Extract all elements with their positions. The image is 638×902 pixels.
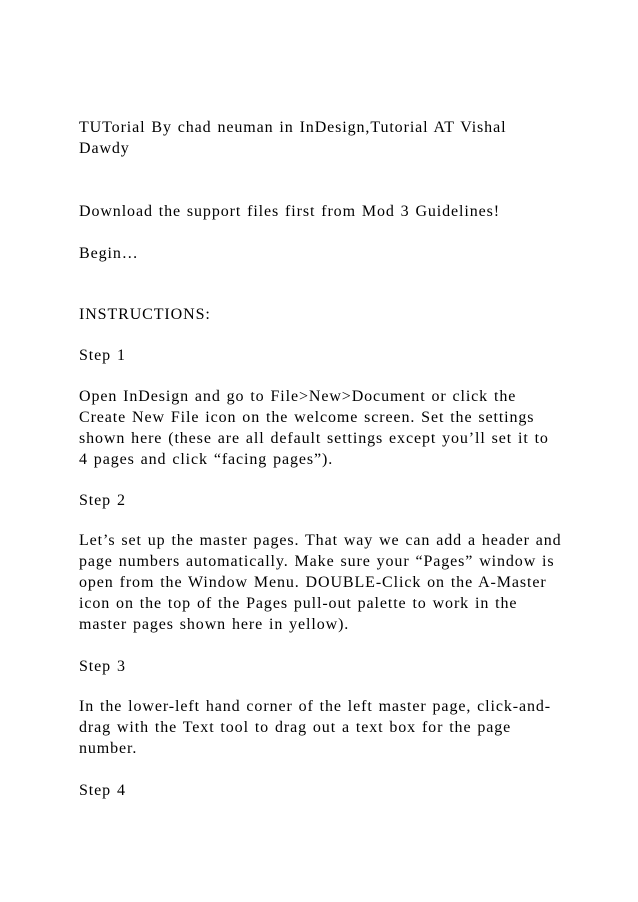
step-2-body: Let’s set up the master pages. That way we can add a header and page numbers automatically. Make sure your “Pages” window is open from the Window Menu. DOUBLE-Click on the A-Master icon on the top of the Pages pull-out palette to work in the master pages shown here in yellow). — [79, 532, 562, 633]
instructions-heading: INSTRUCTIONS: — [79, 306, 211, 323]
step-1-body: Open InDesign and go to File>New>Document or click the Create New File icon on the welcome screen. Set the settings shown here (these are all default settings except you’ll set it to 4 pages and click “facing pages”). — [79, 388, 549, 468]
step-3-label: Step 3 — [79, 658, 126, 675]
document-title: TUTorial By chad neuman in InDesign,Tutorial AT Vishal Dawdy — [79, 119, 507, 157]
begin-text: Begin… — [79, 245, 139, 262]
step-3-body: In the lower-left hand corner of the left master page, click-and- drag with the Text tool to drag out a text box for the page number. — [79, 698, 551, 757]
step-4-label: Step 4 — [79, 782, 126, 799]
intro-paragraph: Download the support files first from Mod 3 Guidelines! — [79, 203, 500, 220]
step-2-label: Step 2 — [79, 492, 126, 509]
step-1-label: Step 1 — [79, 347, 126, 364]
